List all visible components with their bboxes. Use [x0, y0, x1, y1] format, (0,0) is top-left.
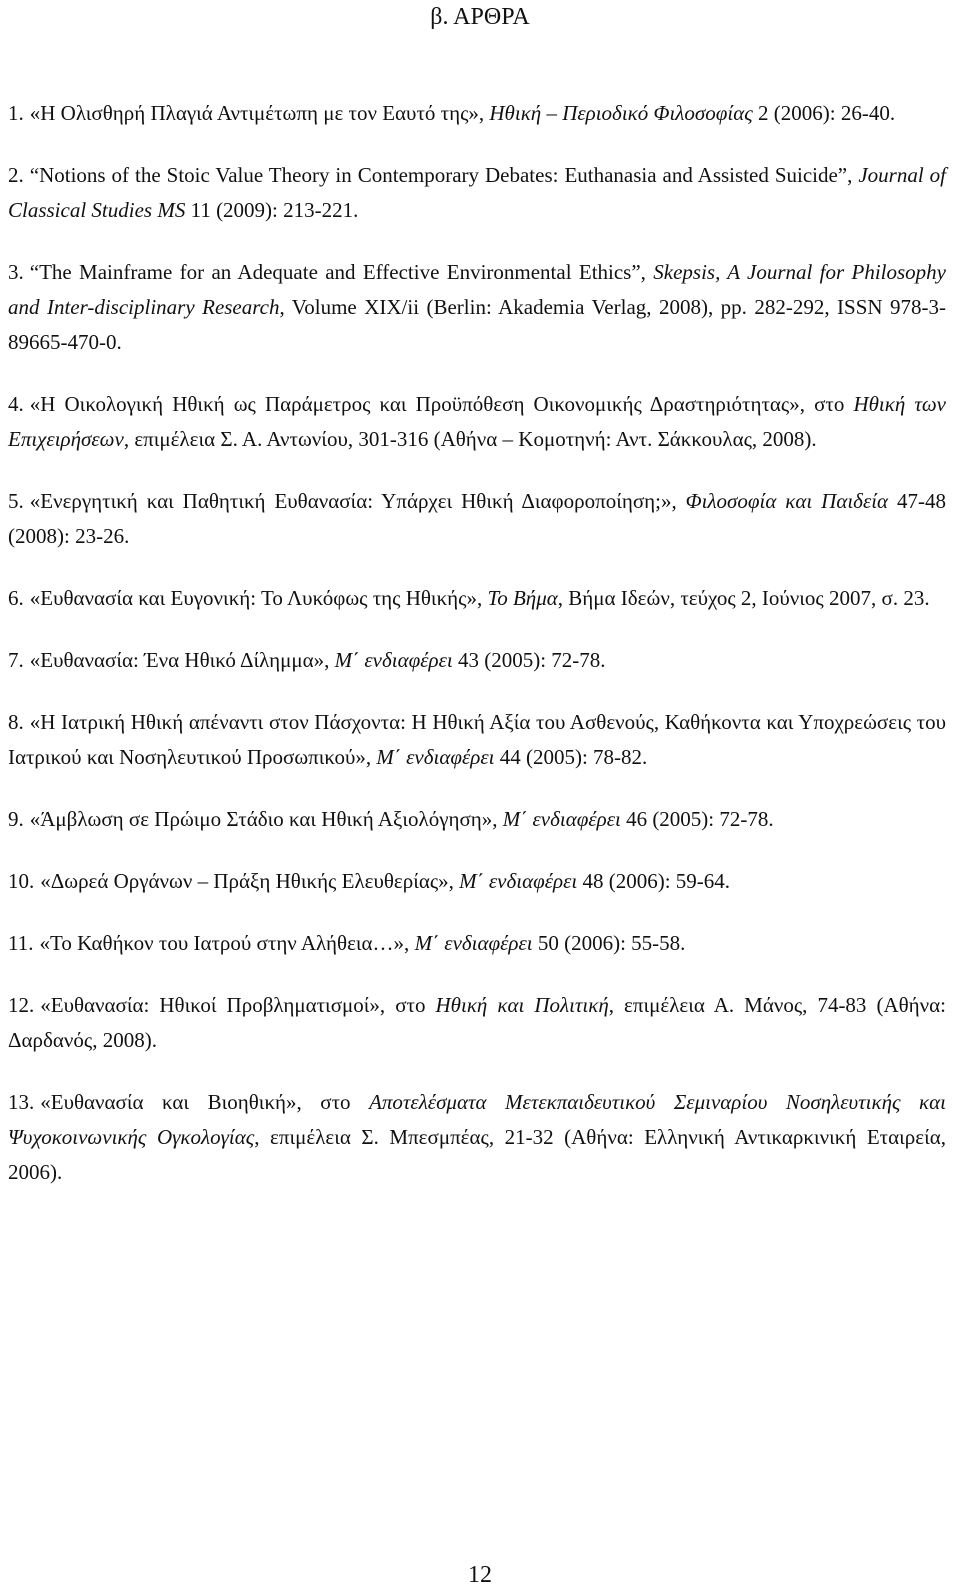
entry-text: 43 (2005): 72-78. — [452, 648, 606, 672]
entry-number: 1. — [8, 101, 24, 125]
entry-publication-title: Skepsis, A Journal for Philosophy and Inter-disciplinary Research — [8, 260, 946, 319]
entry-publication-title: Μ΄ ενδιαφέρει — [376, 745, 495, 769]
article-entry — [8, 988, 946, 1058]
entry-text: «Η Οικολογική Ηθική ως Παράμετρος και Προϋπόθεση Οικονομικής Δραστηριότητας», στο — [29, 392, 854, 416]
entry-publication-title: Μ΄ ενδιαφέρει — [502, 807, 621, 831]
entry-publication-title: Ηθική – Περιοδικό Φιλοσοφίας — [489, 101, 753, 125]
entry-text: 11 (2009): 213-221. — [185, 198, 359, 222]
article-entry — [8, 643, 946, 678]
entry-publication-title: Μ΄ ενδιαφέρει — [459, 869, 578, 893]
entry-number: 8. — [8, 710, 24, 734]
entry-publication-title: Το Βήμα — [487, 586, 558, 610]
entry-text: , Βήμα Ιδεών, τεύχος 2, Ιούνιος 2007, σ. 23. — [557, 586, 930, 610]
section-heading: β. ΑΡΘΡΑ — [430, 4, 530, 30]
entry-number: 12. — [8, 993, 35, 1017]
entry-text: «Η Ιατρική Ηθική απέναντι στον Πάσχοντα: Η Ηθική Αξία του Ασθενούς, Καθήκοντα και Υποχρεώσεις του Ιατρικού και Νοσηλευτικού Προσωπικού», — [8, 710, 946, 769]
entry-text: 44 (2005): 78-82. — [494, 745, 648, 769]
article-list — [8, 96, 946, 1217]
article-entry — [8, 926, 946, 961]
entry-text: «Ευθανασία και Βιοηθική», στο — [40, 1090, 370, 1114]
entry-number: 6. — [8, 586, 24, 610]
entry-number: 4. — [8, 392, 24, 416]
entry-text: 50 (2006): 55-58. — [532, 931, 686, 955]
entry-text: “Notions of the Stoic Value Theory in Contemporary Debates: Euthanasia and Assisted Suicide”, — [29, 163, 859, 187]
entry-text: , επιμέλεια Σ. Μπεσμπέας, 21-32 (Αθήνα: Ελληνική Αντικαρκινική Εταιρεία, 2006). — [8, 1125, 946, 1184]
entry-text: 2 (2006): 26-40. — [752, 101, 896, 125]
entry-number: 11. — [8, 931, 34, 955]
entry-text: , Volume XIX/ii (Berlin: Akademia Verlag, 2008), pp. 282-292, ISSN 978-3-89665-470-0. — [8, 295, 946, 354]
article-entry — [8, 581, 946, 616]
entry-text: 48 (2006): 59-64. — [577, 869, 731, 893]
article-entry — [8, 705, 946, 775]
entry-number: 3. — [8, 260, 24, 284]
entry-number: 7. — [8, 648, 24, 672]
entry-publication-title: Journal of Classical Studies MS — [8, 163, 946, 222]
article-entry — [8, 1085, 946, 1190]
entry-publication-title: Μ΄ ενδιαφέρει — [414, 931, 533, 955]
entry-text: «Το Καθήκον του Ιατρού στην Αλήθεια…», — [39, 931, 415, 955]
entry-number: 5. — [8, 489, 24, 513]
article-entry — [8, 864, 946, 899]
entry-text: «Δωρεά Οργάνων – Πράξη Ηθικής Ελευθερίας», — [40, 869, 460, 893]
article-entry — [8, 802, 946, 837]
entry-text: , επιμέλεια Α. Μάνος, 74-83 (Αθήνα: Δαρδανός, 2008). — [8, 993, 946, 1052]
entry-publication-title: Ηθική των Επιχειρήσεων — [8, 392, 947, 451]
entry-number: 13. — [8, 1090, 35, 1114]
article-entry — [8, 158, 946, 228]
entry-text: «Άμβλωση σε Πρώιμο Στάδιο και Ηθική Αξιολόγηση», — [29, 807, 503, 831]
entry-publication-title: Ηθική και Πολιτική — [435, 993, 609, 1017]
entry-publication-title: Φιλοσοφία και Παιδεία — [685, 489, 889, 513]
page-number: 12 — [468, 1562, 492, 1588]
entry-number: 9. — [8, 807, 24, 831]
entry-publication-title: Μ΄ ενδιαφέρει — [334, 648, 453, 672]
article-entry — [8, 255, 946, 360]
article-entry — [8, 484, 946, 554]
entry-text: “The Mainframe for an Adequate and Effective Environmental Ethics”, — [29, 260, 654, 284]
entry-text: «Ευθανασία: Ηθικοί Προβληματισμοί», στο — [40, 993, 436, 1017]
article-entry — [8, 387, 946, 457]
entry-text: 46 (2005): 72-78. — [620, 807, 774, 831]
entry-text: «Ενεργητική και Παθητική Ευθανασία: Υπάρχει Ηθική Διαφοροποίηση;», — [29, 489, 686, 513]
entry-publication-title: Αποτελέσματα Μετεκπαιδευτικού Σεμιναρίου Νοσηλευτικής και Ψυχοκοινωνικής Ογκολογίας — [8, 1090, 946, 1149]
entry-number: 10. — [8, 869, 35, 893]
entry-text: «Ευθανασία: Ένα Ηθικό Δίλημμα», — [29, 648, 335, 672]
entry-text: , επιμέλεια Σ. Α. Αντωνίου, 301-316 (Αθήνα – Κομοτηνή: Αντ. Σάκκουλας, 2008). — [123, 427, 817, 451]
entry-text: «Ευθανασία και Ευγονική: Το Λυκόφως της Ηθικής», — [29, 586, 488, 610]
article-entry — [8, 96, 946, 131]
entry-number: 2. — [8, 163, 24, 187]
entry-text: «Η Ολισθηρή Πλαγιά Αντιμέτωπη με τον Εαυτό της», — [29, 101, 490, 125]
entry-text: 47-48 (2008): 23-26. — [8, 489, 946, 548]
